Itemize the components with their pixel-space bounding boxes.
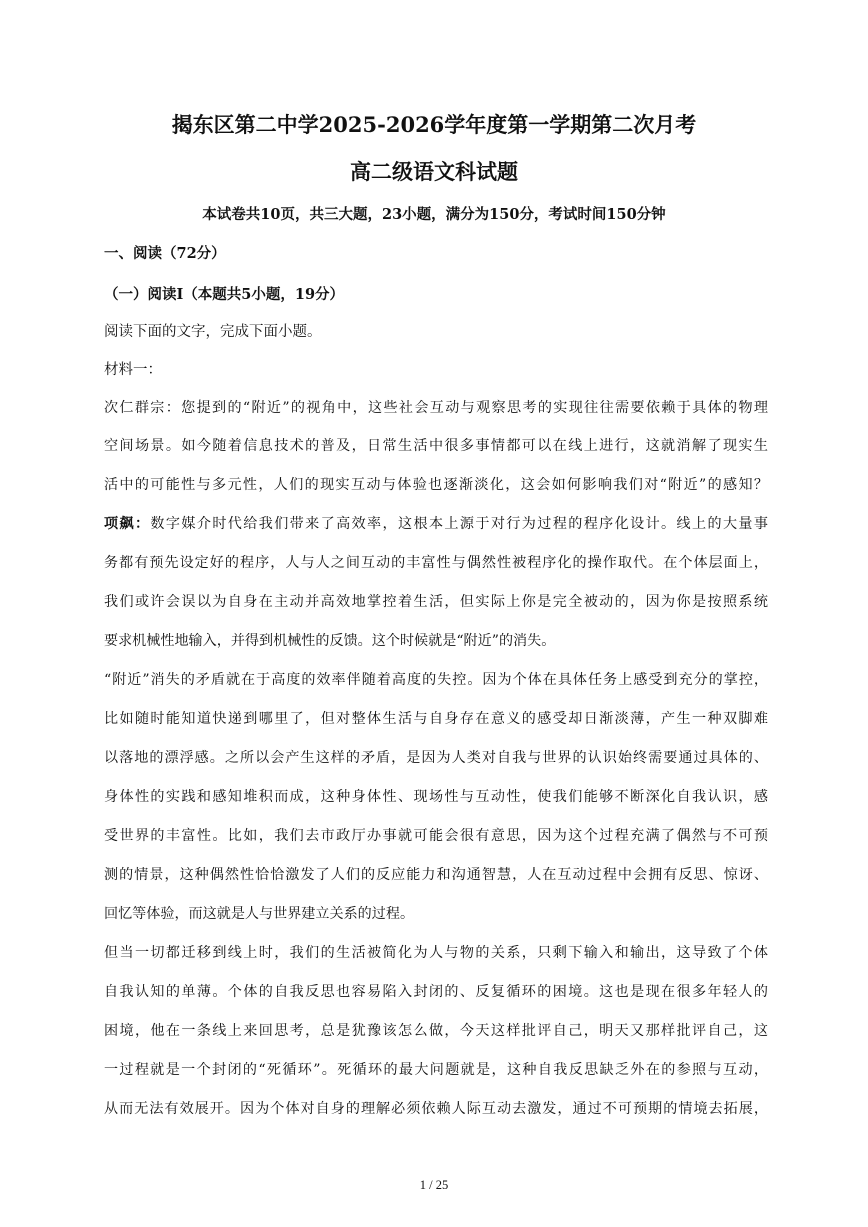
- passage-line: 次仁群宗：您提到的“附近”的视角中，这些社会互动与观察思考的实现往往需要依赖于具体的物理: [104, 400, 768, 416]
- passage-line-speaker: [104, 512, 768, 536]
- instruction-text: 阅读下面的文字，完成下面小题。: [104, 324, 322, 340]
- section-heading-reading: 一、阅读（72分）: [104, 245, 226, 262]
- passage-line: “附近”消失的矛盾就在于高度的效率伴随着高度的失控。因为个体在具体任务上感受到充分的掌控，: [104, 672, 768, 688]
- speaker-label: 项飙：: [104, 516, 151, 532]
- subsection-heading-reading-1: （一）阅读I（本题共5小题，19分）: [104, 286, 345, 303]
- passage-line: 身体性的实践和感知堆积而成，这种身体性、现场性与互动性，使我们能够不断深化自我认识，感: [104, 789, 768, 805]
- passage-line: 以落地的漂浮感。之所以会产生这样的矛盾，是因为人类对自我与世界的认识始终需要通过具体的、: [104, 750, 768, 766]
- exam-notice: 本试卷共10页，共三大题，23小题，满分为150分，考试时间150分钟: [202, 206, 666, 223]
- passage-line: 测的情景，这种偶然性恰恰激发了人们的反应能力和沟通智慧，人在互动过程中会拥有反思、惊讶、: [104, 867, 768, 883]
- exam-subtitle: 高二级语文科试题: [350, 159, 518, 184]
- passage-line: 困境，他在一条线上来回思考，总是犹豫该怎么做，今天这样批评自己，明天又那样批评自己，这: [104, 1023, 768, 1039]
- passage-line: 务都有预先设定好的程序，人与人之间互动的丰富性与偶然性被程序化的操作取代。在个体层面上，: [104, 555, 768, 571]
- passage-line: 要求机械性地输入，并得到机械性的反馈。这个时候就是“附近”的消失。: [104, 633, 556, 649]
- passage-line: 比如随时能知道快递到哪里了，但对整体生活与自身存在意义的感受却日渐淡薄，产生一种双脚难: [104, 711, 768, 727]
- passage-line: 活中的可能性与多元性，人们的现实互动与体验也逐渐淡化，这会如何影响我们对“附近”的感知？: [104, 477, 768, 493]
- page-number: 1 / 25: [419, 1178, 449, 1192]
- passage-line: 从而无法有效展开。因为个体对自身的理解必须依赖人际互动去激发，通过不可预期的情境去拓展，: [104, 1101, 768, 1117]
- passage-line: 回忆等体验，而这就是人与世界建立关系的过程。: [104, 906, 415, 922]
- passage-line-text: 数字媒介时代给我们带来了高效率，这根本上源于对行为过程的程序化设计。线上的大量事: [150, 516, 768, 532]
- passage-line: 我们或许会误以为自身在主动并高效地掌控着生活，但实际上你是完全被动的，因为你是按照系统: [104, 594, 768, 610]
- exam-title: 揭东区第二中学2025-2026学年度第一学期第二次月考: [171, 112, 697, 137]
- passage-line: 一过程就是一个封闭的“死循环”。死循环的最大问题就是，这种自我反思缺乏外在的参照与互动，: [104, 1062, 768, 1078]
- passage-line: 但当一切都迁移到线上时，我们的生活被简化为人与物的关系，只剩下输入和输出，这导致了个体: [104, 945, 768, 961]
- passage-line: 自我认知的单薄。个体的自我反思也容易陷入封闭的、反复循环的困境。这也是现在很多年轻人的: [104, 984, 768, 1000]
- material-label: 材料一：: [104, 362, 162, 378]
- passage-line: 空间场景。如今随着信息技术的普及，日常生活中很多事情都可以在线上进行，这就消解了现实生: [104, 438, 768, 454]
- passage-line: 受世界的丰富性。比如，我们去市政厅办事就可能会很有意思，因为这个过程充满了偶然与不可预: [104, 828, 768, 844]
